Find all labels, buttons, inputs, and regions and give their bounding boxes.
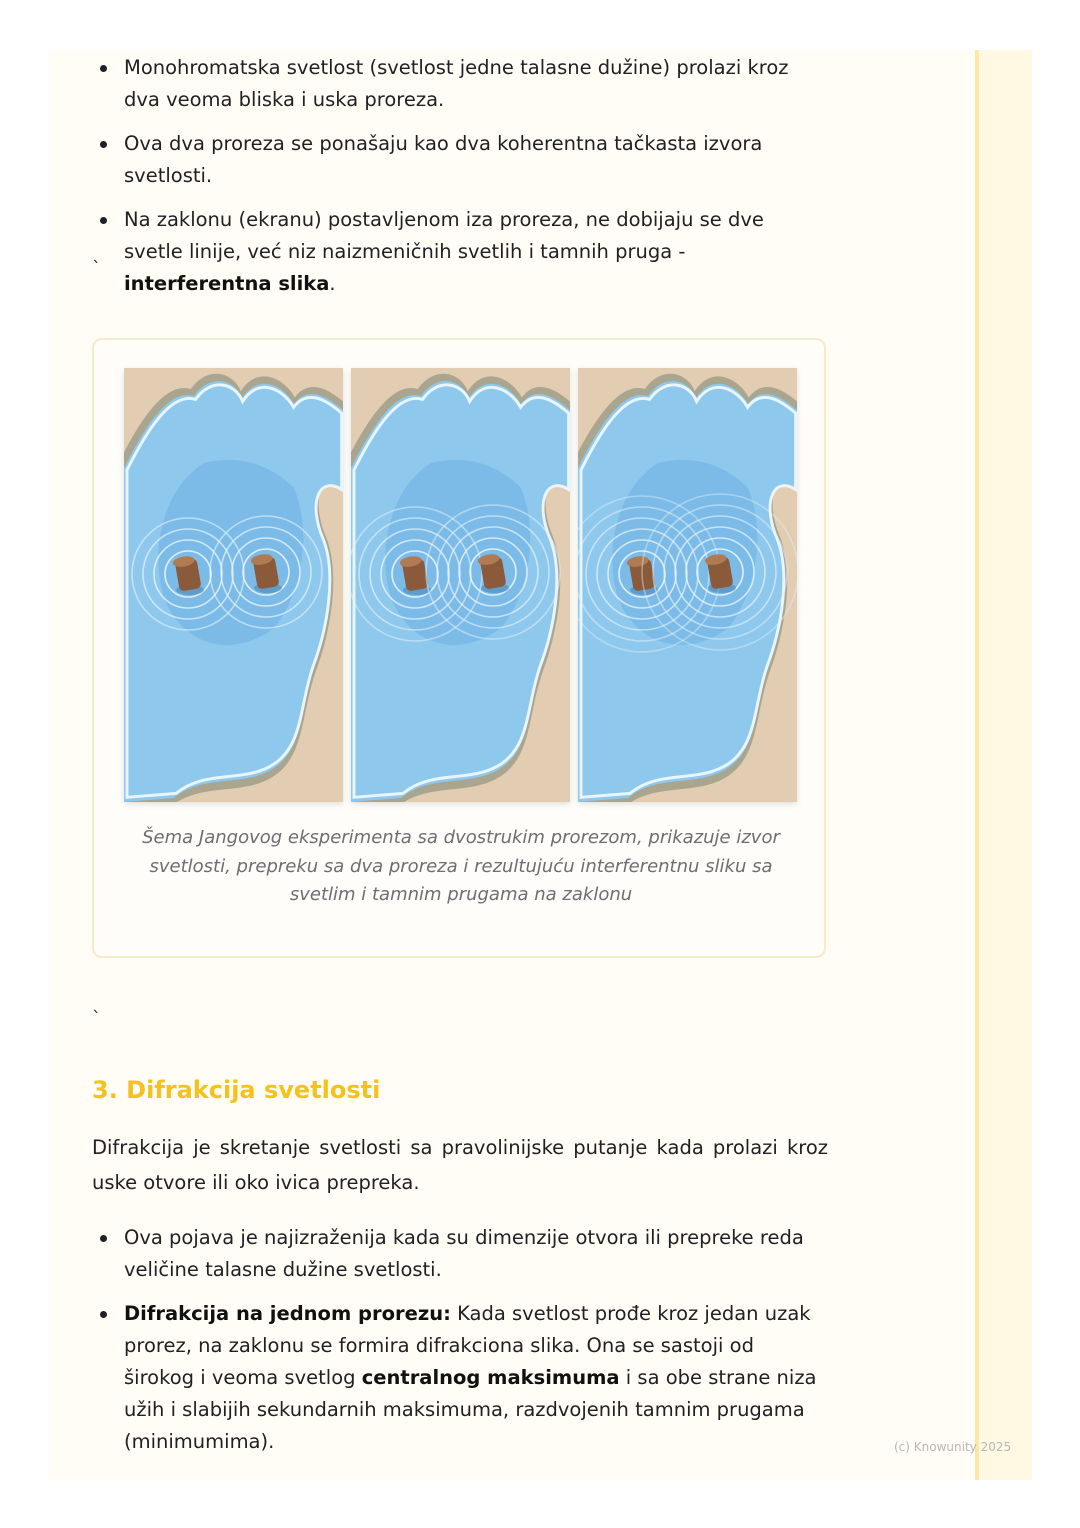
bottom-bullet-list <box>92 1222 828 1470</box>
section-paragraph: Difrakcija je skretanje svetlosti sa pravolinijske putanje kada prolazi kroz uske otvore ili oko ivica prepreka. <box>92 1136 828 1194</box>
figure-image <box>124 368 798 802</box>
figure-card <box>92 338 826 958</box>
watermark: (c) Knowunity 2025 <box>894 1440 1012 1454</box>
top-bullet-list <box>92 52 828 312</box>
wave-panel-2 <box>351 368 570 802</box>
wave-panel-3 <box>578 368 797 802</box>
bold-term: interferentna slika <box>124 272 330 295</box>
figure-caption: Šema Jangovog eksperimenta sa dvostrukim prorezom, prikazuje izvor svetlosti, prepreku sa dva proreza i rezultujuću interferentnu sliku sa svetlim i tamnim prugama na zaklonu <box>142 827 780 905</box>
stray-backtick: ` <box>92 258 101 279</box>
bold-term: Difrakcija na jednom prorezu: <box>124 1302 451 1325</box>
wave-panel-1 <box>124 368 343 802</box>
bold-term: centralnog maksimuma <box>361 1366 620 1389</box>
stray-backtick: ` <box>92 1008 101 1029</box>
list-item: Na zaklonu (ekranu) postavljenom iza proreza, ne dobijaju se dve svetle linije, već niz naizmeničnih svetlih i tamnih pruga - interferentna slika. <box>92 204 828 300</box>
right-margin-rail <box>975 50 1032 1480</box>
list-item: Ova pojava je najizraženija kada su dimenzije otvora ili prepreke reda veličine talasne dužine svetlosti. <box>92 1222 828 1286</box>
list-item: Monohromatska svetlost (svetlost jedne talasne dužine) prolazi kroz dva veoma bliska i uska proreza. <box>92 52 828 116</box>
list-item: Ova dva proreza se ponašaju kao dva koherentna tačkasta izvora svetlosti. <box>92 128 828 192</box>
section-heading: 3. Difrakcija svetlosti <box>92 1076 381 1104</box>
list-item: Difrakcija na jednom prorezu: Kada svetlost prođe kroz jedan uzak prorez, na zaklonu se formira difrakciona slika. Ona se sastoji od širokog i veoma svetlog centralnog maksimuma i sa obe strane niza užih i slabijih sekundarnih maksimuma, razdvojenih tamnim prugama (minimumima). <box>92 1298 828 1458</box>
